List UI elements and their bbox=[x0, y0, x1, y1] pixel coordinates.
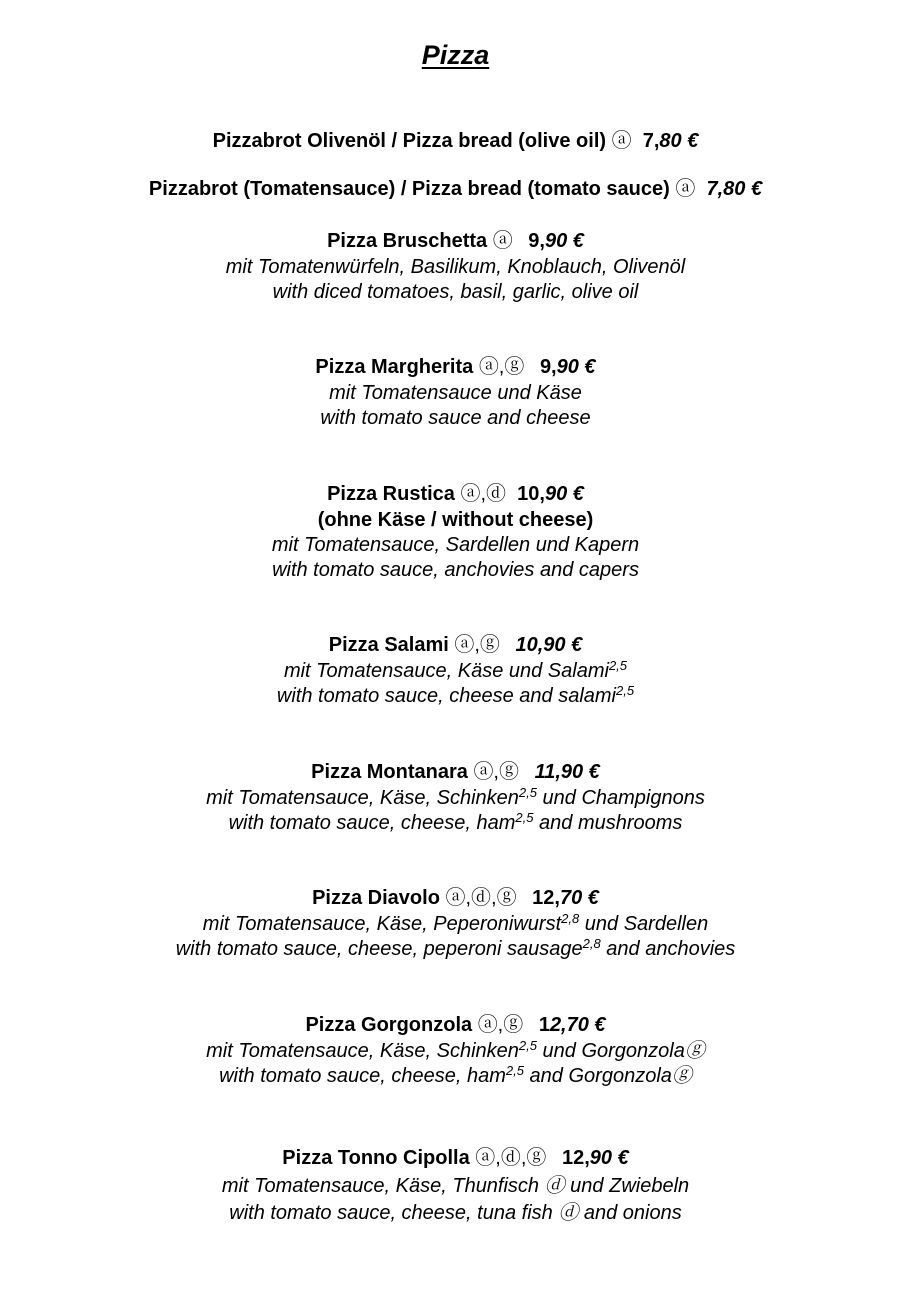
additive-superscript: 2,5 bbox=[518, 1038, 537, 1053]
item-description-en: with tomato sauce, cheese and salami$^{2,5}$ bbox=[276, 683, 635, 707]
additive-superscript: 2,5 bbox=[616, 683, 635, 698]
allergen-codes: ⓐ,ⓖ bbox=[477, 1014, 524, 1036]
menu-item-pizza-bread-tomato bbox=[0, 176, 911, 203]
item-name: Pizza Gorgonzola bbox=[305, 1014, 473, 1036]
item-name: Pizzabrot Olivenöl / Pizza bread (olive oil) bbox=[212, 130, 607, 152]
item-description-en: with tomato sauce, cheese, ham$^{2,5}$ and Gorgonzolaⓖ bbox=[219, 1063, 692, 1087]
item-description-de: mit Tomatensauce, Käse, Peperoniwurst$^{2,8}$ und Sardellen bbox=[202, 911, 709, 935]
item-price-b: 90 € bbox=[556, 356, 596, 378]
item-price-a: 9, bbox=[539, 356, 557, 378]
allergen-codes: ⓐ,ⓓ,ⓖ bbox=[445, 887, 517, 909]
menu-item-pizza-bread-olive bbox=[0, 128, 911, 155]
menu-item-diavolo bbox=[0, 885, 911, 962]
allergen-codes: ⓐ,ⓖ bbox=[454, 634, 500, 656]
item-name: Pizza Margherita bbox=[315, 356, 474, 378]
item-price-b: 90 € bbox=[589, 1147, 629, 1169]
item-description-de: mit Tomatenwürfeln, Basilikum, Knoblauch, Olivenöl bbox=[225, 256, 686, 278]
allergen-codes: ⓐ bbox=[611, 130, 632, 152]
page-title: Pizza bbox=[421, 40, 490, 70]
item-name: Pizza Diavolo bbox=[312, 887, 440, 909]
additive-superscript: 2,5 bbox=[505, 1063, 524, 1078]
item-description-en: with diced tomatoes, basil, garlic, olive oil bbox=[272, 281, 639, 303]
menu-item-gorgonzola bbox=[0, 1012, 911, 1089]
item-name: Pizza Rustica bbox=[327, 483, 455, 505]
menu-item-tonno-cipolla bbox=[0, 1145, 911, 1226]
allergen-codes: ⓐ,ⓓ bbox=[460, 483, 507, 505]
item-name: Pizza Salami bbox=[328, 634, 449, 656]
additive-superscript: 2,5 bbox=[518, 785, 537, 800]
item-price-b: 70 € bbox=[559, 887, 599, 909]
item-name: Pizza Tonno Cipolla bbox=[282, 1147, 470, 1169]
allergen-codes: ⓐ bbox=[675, 178, 696, 200]
item-description-en: with tomato sauce, cheese, tuna fish ⓓ and onions bbox=[229, 1202, 682, 1224]
additive-superscript: 2,8 bbox=[561, 911, 580, 926]
additive-superscript: 2,5 bbox=[515, 810, 534, 825]
item-price-b: 80 € bbox=[659, 130, 699, 152]
item-price-a: 12, bbox=[561, 1147, 590, 1169]
allergen-codes: ⓐ,ⓖ bbox=[478, 356, 525, 378]
menu-item-bruschetta bbox=[0, 228, 911, 305]
item-price: 7,80 € bbox=[706, 178, 763, 200]
additive-superscript: 2,5 bbox=[608, 658, 628, 673]
item-description-de: mit Tomatensauce und Käse bbox=[329, 382, 582, 404]
item-description-de: mit Tomatensauce, Käse, Thunfisch ⓓ und Zwiebeln bbox=[221, 1175, 690, 1197]
item-price-a: 12, bbox=[532, 887, 560, 909]
item-description-de: mit Tomatensauce, Käse und Salami$^{2,5}$ bbox=[283, 658, 628, 682]
item-note: (ohne Käse / without cheese) bbox=[317, 509, 594, 531]
item-description-en: with tomato sauce and cheese bbox=[320, 407, 591, 429]
item-description-en: with tomato sauce, cheese, ham$^{2,5}$ and mushrooms bbox=[228, 810, 683, 834]
item-price-a: 1 bbox=[538, 1014, 550, 1036]
menu-item-salami bbox=[0, 632, 911, 709]
item-price: 11,90 € bbox=[534, 761, 600, 783]
item-name: Pizza Montanara bbox=[311, 761, 468, 783]
allergen-codes: ⓐ,ⓓ,ⓖ bbox=[475, 1147, 547, 1169]
item-price: 10,90 € bbox=[515, 634, 583, 656]
menu-item-margherita bbox=[0, 354, 911, 431]
item-description-de: mit Tomatensauce, Sardellen und Kapern bbox=[271, 534, 640, 556]
item-description-en: with tomato sauce, cheese, peperoni sausage$^{2,8}$ and anchovies bbox=[175, 936, 736, 960]
item-price-a: 7, bbox=[642, 130, 660, 152]
additive-superscript: 2,8 bbox=[582, 936, 601, 951]
item-price-a: 9, bbox=[528, 230, 545, 252]
allergen-codes: ⓐ,ⓖ bbox=[473, 761, 519, 783]
item-description-de: mit Tomatensauce, Käse, Schinken$^{2,5}$ und Gorgonzolaⓖ bbox=[206, 1038, 705, 1062]
item-description-en: with tomato sauce, anchovies and capers bbox=[272, 559, 639, 581]
menu-item-rustica bbox=[0, 481, 911, 583]
item-name: Pizza Bruschetta bbox=[327, 230, 488, 252]
allergen-codes: ⓐ bbox=[492, 230, 513, 252]
item-price-b: 2,70 € bbox=[549, 1014, 606, 1036]
item-price-a: 10, bbox=[517, 483, 545, 505]
item-description-de: mit Tomatensauce, Käse, Schinken$^{2,5}$ und Champignons bbox=[206, 785, 705, 809]
menu-item-montanara bbox=[0, 759, 911, 836]
item-price-b: 90 € bbox=[544, 483, 584, 505]
item-price-b: 90 € bbox=[544, 230, 584, 252]
item-name: Pizzabrot (Tomatensauce) / Pizza bread (tomato sauce) bbox=[148, 178, 670, 200]
